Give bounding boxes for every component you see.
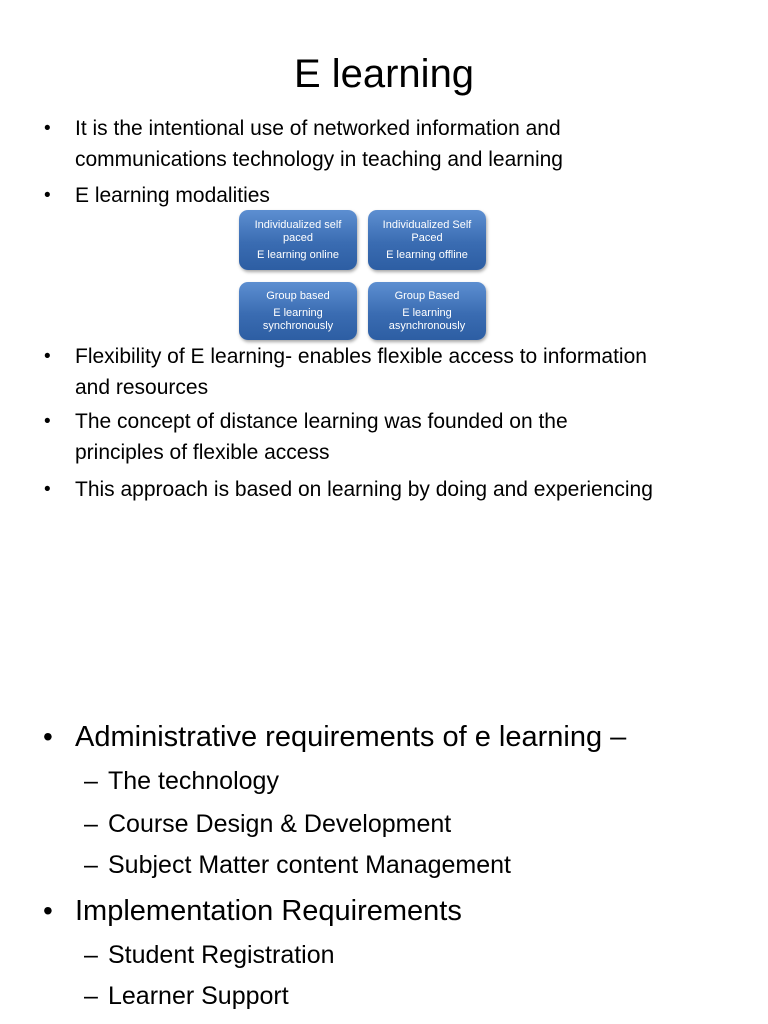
bullet-learning-by-doing: • This approach is based on learning by doing and experiencing xyxy=(75,474,653,505)
modality-box-group-asynchronous: Group Based E learning asynchronously xyxy=(368,282,486,340)
sub-item-course-design: – Course Design & Development xyxy=(108,809,451,839)
sub-item-technology: – The technology xyxy=(108,766,279,796)
sub-item-student-registration: – Student Registration xyxy=(108,940,335,970)
bullet-distance-learning: • The concept of distance learning was founded on the principles of flexible access xyxy=(75,406,568,468)
modality-box-individual-offline: Individualized Self Paced E learning offline xyxy=(368,210,486,270)
sub-item-content-management: – Subject Matter content Management xyxy=(108,850,511,880)
bullet-definition: • It is the intentional use of networked information and communications technology in teaching and learning xyxy=(75,113,563,175)
modality-box-group-synchronous: Group based E learning synchronously xyxy=(239,282,357,340)
slide-title: E learning xyxy=(293,52,475,96)
heading-administrative-requirements: • Administrative requirements of e learning – xyxy=(75,719,626,755)
bullet-flexibility: • Flexibility of E learning- enables flexible access to information and resources xyxy=(75,341,647,403)
modality-box-individual-online: Individualized self paced E learning online xyxy=(239,210,357,270)
heading-implementation-requirements: • Implementation Requirements xyxy=(75,893,462,929)
bullet-modalities: • E learning modalities xyxy=(75,180,270,211)
sub-item-learner-support: – Learner Support xyxy=(108,981,289,1011)
